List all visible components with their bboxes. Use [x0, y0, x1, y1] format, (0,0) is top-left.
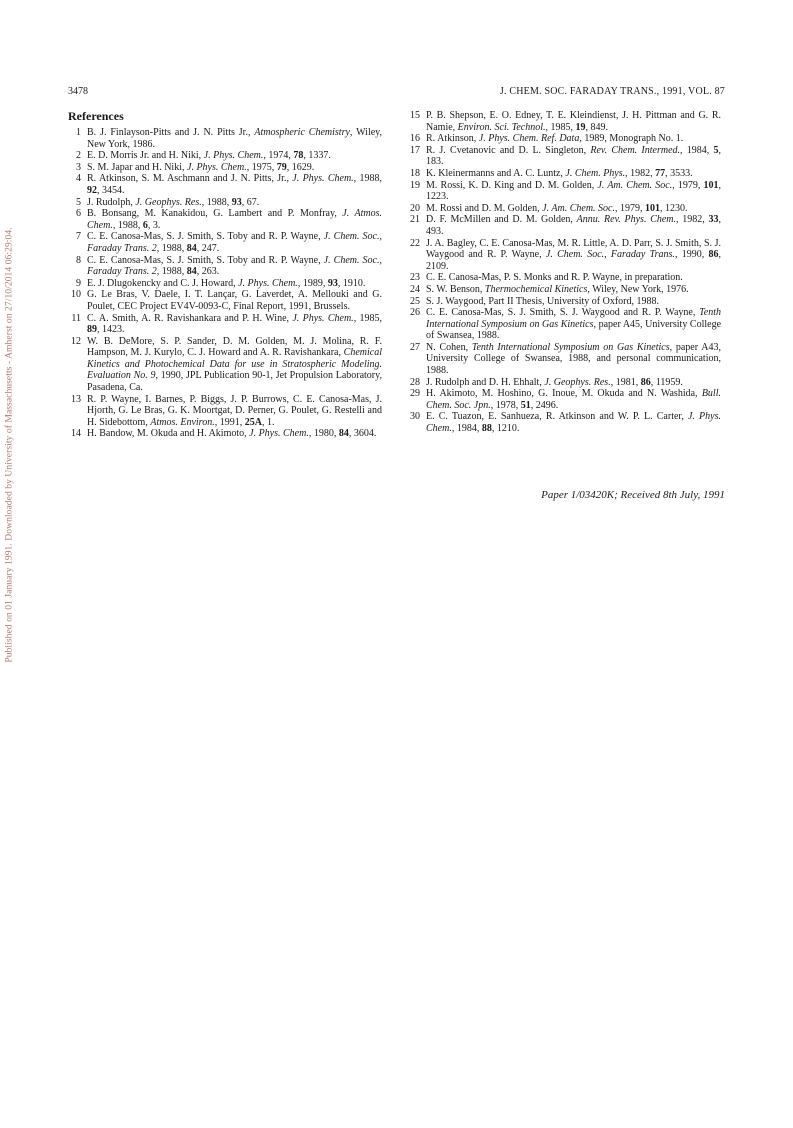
- reference-entry: [65, 173, 382, 196]
- reference-text: S. W. Benson, Thermochemical Kinetics, Wiley, New York, 1976.: [426, 283, 689, 295]
- reference-entry: [404, 110, 721, 133]
- reference-text: R. Atkinson, S. M. Aschmann and J. N. Pitts, Jr., J. Phys. Chem., 1988, 92, 3454.: [87, 173, 383, 196]
- reference-number: 21: [410, 214, 420, 226]
- reference-entry: [65, 255, 382, 278]
- reference-text: M. Rossi and D. M. Golden, J. Am. Chem. Soc., 1979, 101, 1230.: [426, 202, 688, 214]
- reference-entry: [65, 278, 382, 290]
- reference-entry: [404, 214, 721, 237]
- references-heading: References: [68, 109, 124, 123]
- reference-number: 14: [71, 428, 81, 440]
- reference-number: 28: [410, 376, 420, 388]
- reference-number: 18: [410, 167, 420, 179]
- reference-number: 16: [410, 133, 420, 145]
- reference-entry: [404, 133, 721, 145]
- reference-entry: [404, 284, 721, 296]
- reference-text: B. J. Finlayson-Pitts and J. N. Pitts Jr., Atmospheric Chemistry, Wiley, New York, 1986.: [87, 127, 383, 150]
- reference-text: S. J. Waygood, Part II Thesis, University of Oxford, 1988.: [426, 295, 659, 307]
- reference-number: 29: [410, 388, 420, 400]
- reference-number: 15: [410, 110, 420, 121]
- reference-entry: [404, 307, 721, 342]
- reference-entry: [404, 377, 721, 389]
- reference-text: R. P. Wayne, I. Barnes, P. Biggs, J. P. Burrows, C. E. Canosa-Mas, J. Hjorth, G. Le Bras, G. K. Moortgat, D. Perner, G. Poulet, G. Restelli and H. Sidebottom, Atmos. Environ., 1991, 25A, 1.: [87, 393, 382, 428]
- reference-text: D. F. McMillen and D. M. Golden, Annu. Rev. Phys. Chem., 1982, 33, 493.: [426, 214, 722, 237]
- reference-number: 24: [410, 283, 420, 295]
- reference-entry: [65, 208, 382, 231]
- references-column-right: [404, 110, 721, 435]
- reference-entry: [404, 296, 721, 308]
- reference-entry: [65, 197, 382, 209]
- reference-text: W. B. DeMore, S. P. Sander, D. M. Golden, M. J. Molina, R. F. Hampson, M. J. Kurylo, C. J. Howard and A. R. Ravishankara, Chemical Kinetics and Photochemical Data for use in Stratospheric Modeling. Evaluation No. 9, 1990, JPL Publication 90-1, Jet Propulsion Laboratory, Pasadena, Ca.: [87, 335, 382, 394]
- reference-entry: [404, 180, 721, 203]
- running-head: J. CHEM. SOC. FARADAY TRANS., 1991, VOL. 87: [499, 86, 725, 97]
- reference-text: E. J. Dlugokencky and C. J. Howard, J. Phys. Chem., 1989, 93, 1910.: [87, 277, 366, 289]
- reference-entry: [404, 203, 721, 215]
- reference-entry: [65, 127, 382, 150]
- reference-number: 11: [71, 312, 81, 324]
- reference-entry: [65, 162, 382, 174]
- reference-text: P. B. Shepson, E. O. Edney, T. E. Kleindienst, J. H. Pittman and G. R. Namie, Environ. Sci. Technol., 1985, 19, 849.: [426, 110, 721, 133]
- reference-number: 22: [410, 237, 420, 249]
- reference-text: J. A. Bagley, C. E. Canosa-Mas, M. R. Little, A. D. Parr, S. J. Smith, S. J. Waygood and R. P. Wayne, J. Chem. Soc., Faraday Trans., 1990, 86, 2109.: [426, 237, 721, 272]
- reference-entry: [404, 145, 721, 168]
- references-column-left: [65, 127, 382, 440]
- reference-text: K. Kleinermanns and A. C. Luntz, J. Chem. Phys., 1982, 77, 3533.: [426, 167, 693, 179]
- reference-number: 12: [71, 335, 81, 347]
- reference-text: C. E. Canosa-Mas, S. J. Smith, S. J. Waygood and R. P. Wayne, Tenth International Symposium on Gas Kinetics, paper A45, University College of Swansea, 1988.: [426, 307, 722, 342]
- reference-text: S. M. Japar and H. Niki, J. Phys. Chem., 1975, 79, 1629.: [87, 161, 315, 173]
- reference-number: 23: [410, 272, 420, 284]
- reference-text: R. J. Cvetanovic and D. L. Singleton, Rev. Chem. Intermed., 1984, 5, 183.: [426, 144, 722, 168]
- reference-number: 4: [76, 173, 81, 185]
- received-line: Paper 1/03420K; Received 8th July, 1991: [541, 489, 725, 501]
- reference-text: E. D. Morris Jr. and H. Niki, J. Phys. Chem., 1974, 78, 1337.: [87, 150, 331, 162]
- reference-number: 1: [76, 127, 81, 138]
- reference-text: M. Rossi, K. D. King and D. M. Golden, J. Am. Chem. Soc., 1979, 101, 1223.: [426, 179, 722, 203]
- reference-entry: [404, 342, 721, 377]
- reference-number: 27: [410, 341, 420, 353]
- reference-number: 6: [76, 208, 81, 220]
- reference-text: J. Rudolph and D. H. Ehhalt, J. Geophys. Res., 1981, 86, 11959.: [426, 376, 683, 388]
- reference-entry: [404, 388, 721, 411]
- reference-entry: [404, 168, 721, 180]
- reference-number: 7: [76, 231, 81, 243]
- page-number: 3478: [68, 86, 88, 97]
- reference-text: C. E. Canosa-Mas, S. J. Smith, S. Toby and R. P. Wayne, J. Chem. Soc., Faraday Trans. 2, 1988, 84, 247.: [87, 231, 382, 254]
- reference-text: C. E. Canosa-Mas, S. J. Smith, S. Toby and R. P. Wayne, J. Chem. Soc., Faraday Trans. 2, 1988, 84, 263.: [87, 254, 382, 278]
- reference-number: 8: [76, 254, 81, 266]
- reference-text: G. Le Bras, V. Daele, I. T. Lançar, G. Laverdet, A. Mellouki and G. Poulet, CEC Project EV4V-0093-C, Final Report, 1991, Brussels.: [87, 289, 382, 312]
- reference-number: 20: [410, 202, 420, 214]
- reference-number: 25: [410, 295, 420, 307]
- download-watermark-text: Published on 01 January 1991. Downloaded by University of Massachusetts - Amherst on 27/10/2014 06:29:04.: [3, 227, 15, 663]
- reference-entry: [65, 428, 382, 440]
- reference-text: H. Bandow, M. Okuda and H. Akimoto, J. Phys. Chem., 1980, 84, 3604.: [87, 428, 377, 440]
- reference-number: 2: [76, 150, 81, 162]
- reference-number: 19: [410, 179, 420, 191]
- reference-text: B. Bonsang, M. Kanakidou, G. Lambert and P. Monfray, J. Atmos. Chem., 1988, 6, 3.: [87, 208, 383, 231]
- reference-entry: [65, 289, 382, 312]
- reference-entry: [404, 411, 721, 434]
- reference-entry: [65, 313, 382, 336]
- reference-number: 17: [410, 144, 420, 156]
- reference-text: N. Cohen, Tenth International Symposium on Gas Kinetics, paper A43, University College of Swansea, 1988, and personal communication, 1988.: [426, 341, 721, 377]
- reference-text: J. Rudolph, J. Geophys. Res., 1988, 93, 67.: [87, 196, 260, 208]
- reference-entry: [65, 336, 382, 394]
- reference-entry: [404, 238, 721, 273]
- reference-entry: [65, 150, 382, 162]
- reference-entry: [65, 394, 382, 429]
- reference-text: R. Atkinson, J. Phys. Chem. Ref. Data, 1989, Monograph No. 1.: [426, 133, 684, 145]
- reference-number: 13: [71, 393, 81, 405]
- reference-text: E. C. Tuazon, E. Sanhueza, R. Atkinson and W. P. L. Carter, J. Phys. Chem., 1984, 88, 1210.: [426, 411, 721, 435]
- reference-text: C. E. Canosa-Mas, P. S. Monks and R. P. Wayne, in preparation.: [426, 272, 683, 284]
- download-watermark: [1, 205, 17, 685]
- reference-entry: [65, 231, 382, 254]
- reference-number: 5: [76, 196, 81, 208]
- reference-text: C. A. Smith, A. R. Ravishankara and P. H. Wine, J. Phys. Chem., 1985, 89, 1423.: [87, 312, 383, 336]
- reference-entry: [404, 272, 721, 284]
- reference-number: 3: [76, 161, 81, 173]
- reference-number: 26: [410, 307, 420, 319]
- reference-number: 30: [410, 411, 420, 423]
- reference-number: 9: [76, 277, 81, 289]
- reference-number: 10: [71, 289, 81, 301]
- reference-text: H. Akimoto, M. Hoshino, G. Inoue, M. Okuda and N. Washida, Bull. Chem. Soc. Jpn., 1978, 51, 2496.: [426, 388, 721, 411]
